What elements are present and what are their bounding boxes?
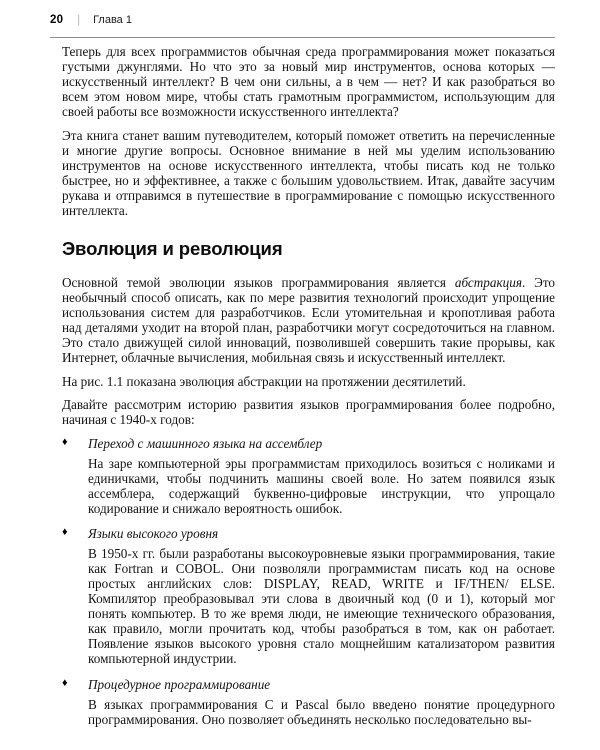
list-item-title-row bbox=[62, 435, 555, 453]
running-head bbox=[50, 14, 555, 38]
list-item bbox=[62, 435, 555, 516]
list-item bbox=[62, 525, 555, 666]
list-item-body: В 1950-х гг. были разработаны высокоуровневые языки программирования, такие как Fortran и COBOL. Они позволяли программистам писать код на основе простых английских слов: DISPLAY, READ, WRITE и IF/THEN/ ELSE. Компилятор преобразовывал эти слова в двоичный код (0 и 1), который мог понять компьютер. В то же время люди, не имеющие технического образования, как правило, могли прочитать код, чтобы разобраться в том, как он работает. Появление языков высокого уровня стало мощнейшим катализатором развития компьютерной индустрии. bbox=[88, 546, 555, 667]
page-content bbox=[62, 44, 555, 727]
timeline-list bbox=[62, 435, 555, 727]
list-item-title: Языки высокого уровня bbox=[88, 526, 219, 542]
running-head-separator: | bbox=[77, 14, 81, 26]
list-item-body: В языках программирования C и Pascal было введено понятие процедурного программирования. Оно позволяет объединять несколько последовательно вы- bbox=[88, 696, 555, 727]
list-item-title: Переход с машинного языка на ассемблер bbox=[88, 435, 323, 451]
section-heading-block bbox=[62, 238, 555, 260]
page-number: 20 bbox=[50, 14, 64, 26]
list-item-title-row bbox=[62, 676, 555, 694]
list-item bbox=[62, 676, 555, 727]
emphasis-abstraction: абстракция bbox=[454, 274, 522, 290]
chapter-label: Глава 1 bbox=[93, 14, 132, 26]
diamond-bullet-icon: ♦ bbox=[62, 526, 68, 539]
list-item-title-row bbox=[62, 525, 555, 543]
intro-paragraph-1: Теперь для всех программистов обычная среда программирования может показаться густыми джунглями. Но что это за новый мир инструментов, основа которых — искусственный интеллект? В чем они сильны, а в чем — нет? И как разобраться во всем этом новом мире, чтобы стать грамотным программистом, использующим для своей работы все возможности искусственного интеллекта? bbox=[62, 44, 555, 120]
page-title: Эволюция и революция bbox=[62, 237, 283, 259]
list-item-title: Процедурное программирование bbox=[88, 676, 271, 692]
section-paragraph-1-tail: . Это необычный способ описать, как по мере развития технологий происходит упрощение использования систем для разработчиков. Если утомительная и кропотливая работа над деталями уходит на второй план, разработчики могут сосредоточиться на главном. Это стало движущей силой инноваций, позволившей совершить такие прорывы, как Интернет, облачные вычисления, мобильная связь и искусственный интеллект. bbox=[62, 274, 555, 365]
diamond-bullet-icon: ♦ bbox=[62, 676, 68, 689]
list-lead-in-paragraph: Давайте рассмотрим историю развития языков программирования более подробно, начиная с 1940-х годов: bbox=[62, 396, 555, 427]
diamond-bullet-icon: ♦ bbox=[62, 435, 68, 448]
intro-paragraph-2: Эта книга станет вашим путеводителем, который поможет ответить на перечисленные и многие другие вопросы. Основное внимание в ней мы уделим использованию инструментов на основе искусственного интеллекта, чтобы писать код не только быстрее, но и эффективнее, а также с большим удовольствием. Итак, давайте засучим рукава и отправимся в путешествие в программирование с помощью искусственного интеллекта. bbox=[62, 128, 555, 219]
section-paragraph-1 bbox=[62, 275, 555, 365]
list-item-body: На заре компьютерной эры программистам приходилось возиться с ноликами и единичками, чтобы подчинить машины своей воле. Но затем появился язык ассемблера, содержащий буквенно-цифровые инструкции, что упрощало кодирование и снижало вероятность ошибок. bbox=[88, 455, 555, 517]
figure-reference-paragraph: На рис. 1.1 показана эволюция абстракции на протяжении десятилетий. bbox=[62, 373, 466, 389]
section-paragraph-1-lead: Основной темой эволюции языков программирования является bbox=[62, 274, 455, 290]
